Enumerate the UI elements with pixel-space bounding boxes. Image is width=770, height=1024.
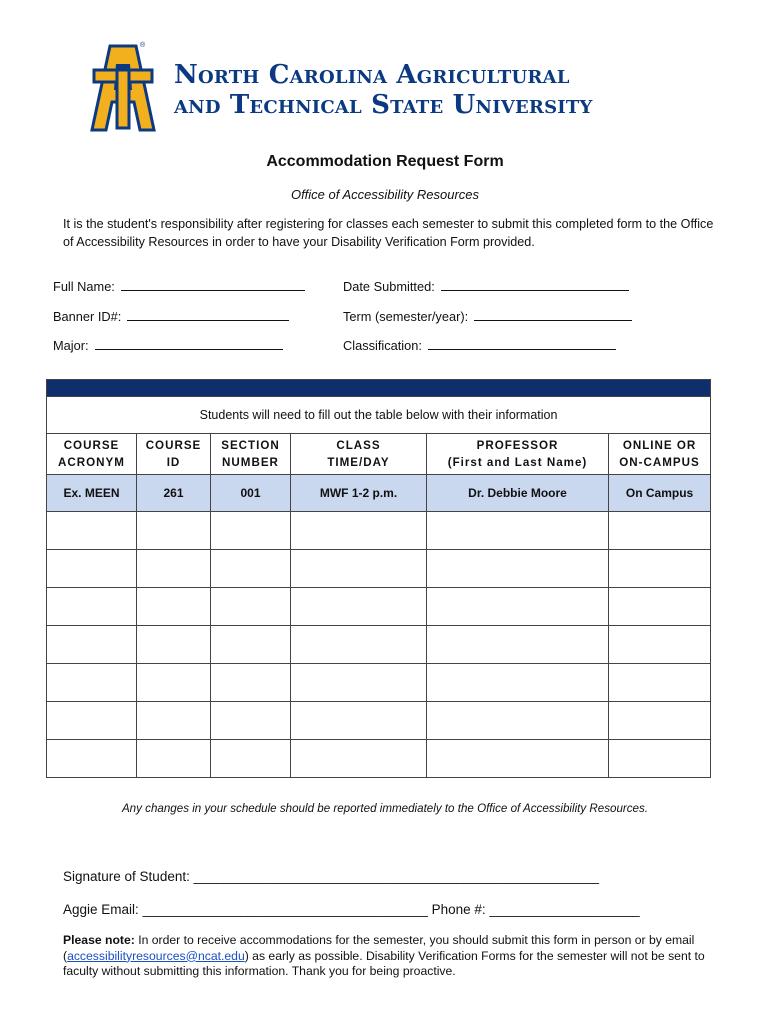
table-cell[interactable] — [427, 626, 609, 664]
table-cell[interactable] — [427, 512, 609, 550]
table-cell[interactable] — [137, 550, 211, 588]
table-cell[interactable] — [609, 626, 711, 664]
table-note-row — [47, 397, 711, 434]
table-cell[interactable] — [211, 702, 291, 740]
phone-label: Phone #: — [431, 902, 486, 917]
column-header-class-time: CLASS TIME/DAY — [291, 434, 427, 475]
column-header-delivery: ONLINE OR ON-CAMPUS — [609, 434, 711, 475]
column-header-professor: PROFESSOR (First and Last Name) — [427, 434, 609, 475]
full-name-label: Full Name: — [53, 279, 115, 294]
course-table — [46, 379, 711, 778]
please-note-text-2: ) as early as possible. Disability Verification Forms for the semester will not be sent to faculty without submitting this information. Thank you for being proactive. — [63, 948, 705, 978]
table-cell[interactable] — [427, 664, 609, 702]
table-header-band — [47, 380, 711, 397]
classification-line[interactable] — [428, 348, 616, 350]
table-cell[interactable] — [137, 740, 211, 778]
university-name-line1: North Carolina Agricultural — [174, 60, 570, 90]
aggie-email-label: Aggie Email: — [63, 902, 139, 917]
column-headers — [47, 434, 711, 475]
major-label: Major: — [53, 338, 89, 353]
table-cell[interactable] — [609, 664, 711, 702]
table-row[interactable] — [47, 664, 711, 702]
table-cell[interactable] — [291, 702, 427, 740]
schedule-changes-note: Any changes in your schedule should be reported immediately to the Office of Accessibility Resources. — [121, 802, 649, 815]
table-cell[interactable] — [609, 550, 711, 588]
example-course-acronym: Ex. MEEN — [47, 475, 137, 512]
example-row — [47, 475, 711, 512]
table-note: Students will need to fill out the table below with their information — [47, 397, 711, 434]
table-row[interactable] — [47, 588, 711, 626]
university-name — [174, 60, 593, 120]
please-note-paragraph — [63, 933, 713, 980]
table-cell[interactable] — [137, 512, 211, 550]
table-cell[interactable] — [47, 550, 137, 588]
table-cell[interactable] — [211, 512, 291, 550]
table-cell[interactable] — [291, 588, 427, 626]
banner-id-label: Banner ID#: — [53, 309, 122, 324]
accessibility-email-link[interactable]: accessibilityresources@ncat.edu — [67, 948, 245, 963]
please-note-label: Please note: — [63, 933, 135, 947]
classification-field[interactable] — [343, 338, 616, 353]
table-row[interactable] — [47, 740, 711, 778]
table-cell[interactable] — [291, 550, 427, 588]
university-logo — [48, 1, 688, 138]
table-cell[interactable] — [291, 626, 427, 664]
table-row[interactable] — [47, 550, 711, 588]
table-cell[interactable] — [291, 512, 427, 550]
phone-line[interactable]: ____________________ — [489, 902, 640, 917]
signature-line[interactable]: ______________________________________________________ — [193, 869, 600, 884]
major-line[interactable] — [95, 348, 283, 350]
date-submitted-field[interactable] — [343, 279, 629, 294]
signature-label: Signature of Student: — [63, 869, 190, 884]
example-section-number: 001 — [211, 475, 291, 512]
banner-id-field[interactable] — [53, 309, 289, 324]
university-name-line2: and Technical State University — [174, 90, 593, 120]
table-cell[interactable] — [211, 626, 291, 664]
table-row[interactable] — [47, 626, 711, 664]
table-cell[interactable] — [609, 740, 711, 778]
banner-id-line[interactable] — [127, 319, 289, 321]
registered-mark: ® — [140, 42, 146, 49]
term-label: Term (semester/year): — [343, 309, 469, 324]
term-field[interactable] — [343, 309, 632, 324]
example-professor: Dr. Debbie Moore — [427, 475, 609, 512]
signature-field[interactable] — [63, 869, 599, 884]
full-name-field[interactable] — [53, 279, 305, 294]
table-row[interactable] — [47, 512, 711, 550]
table-cell[interactable] — [47, 740, 137, 778]
table-cell[interactable] — [137, 702, 211, 740]
table-cell[interactable] — [427, 702, 609, 740]
classification-label: Classification: — [343, 338, 422, 353]
example-delivery: On Campus — [609, 475, 711, 512]
aggie-logo-icon — [48, 1, 158, 134]
date-submitted-label: Date Submitted: — [343, 279, 435, 294]
table-cell[interactable] — [291, 664, 427, 702]
column-header-section-number: SECTION NUMBER — [211, 434, 291, 475]
intro-paragraph: It is the student's responsibility after registering for classes each semester to submit this completed form to the Office of Accessibility Resources in order to have your Disability Verification Form provided. — [63, 217, 714, 249]
column-header-course-acronym: COURSE ACRONYM — [47, 434, 137, 475]
table-cell[interactable] — [137, 664, 211, 702]
table-cell[interactable] — [609, 702, 711, 740]
table-cell[interactable] — [211, 664, 291, 702]
example-course-id: 261 — [137, 475, 211, 512]
table-cell[interactable] — [47, 664, 137, 702]
table-cell[interactable] — [427, 588, 609, 626]
term-line[interactable] — [474, 319, 632, 321]
logo-letters: AT — [48, 1, 51, 3]
table-cell[interactable] — [47, 512, 137, 550]
full-name-line[interactable] — [121, 289, 305, 291]
table-cell[interactable] — [211, 588, 291, 626]
table-cell[interactable] — [137, 626, 211, 664]
table-cell[interactable] — [211, 740, 291, 778]
table-cell[interactable] — [427, 550, 609, 588]
table-row[interactable] — [47, 702, 711, 740]
major-field[interactable] — [53, 338, 283, 353]
column-header-course-id: COURSE ID — [137, 434, 211, 475]
example-class-time: MWF 1-2 p.m. — [291, 475, 427, 512]
table-cell[interactable] — [137, 588, 211, 626]
form-title: Accommodation Request Form — [266, 153, 504, 170]
form-subtitle: Office of Accessibility Resources — [290, 187, 480, 202]
please-note-text-1: In order to receive accommodations for the semester, you should submit this form in person or by email ( — [63, 933, 695, 963]
table-cell[interactable] — [427, 740, 609, 778]
aggie-email-field[interactable] — [63, 902, 640, 917]
table-cell[interactable] — [47, 702, 137, 740]
table-cell[interactable] — [609, 512, 711, 550]
table-cell[interactable] — [47, 626, 137, 664]
table-cell[interactable] — [211, 550, 291, 588]
date-submitted-line[interactable] — [441, 289, 629, 291]
table-cell[interactable] — [609, 588, 711, 626]
table-cell[interactable] — [291, 740, 427, 778]
aggie-email-line[interactable]: ______________________________________ — [142, 902, 428, 917]
table-cell[interactable] — [47, 588, 137, 626]
